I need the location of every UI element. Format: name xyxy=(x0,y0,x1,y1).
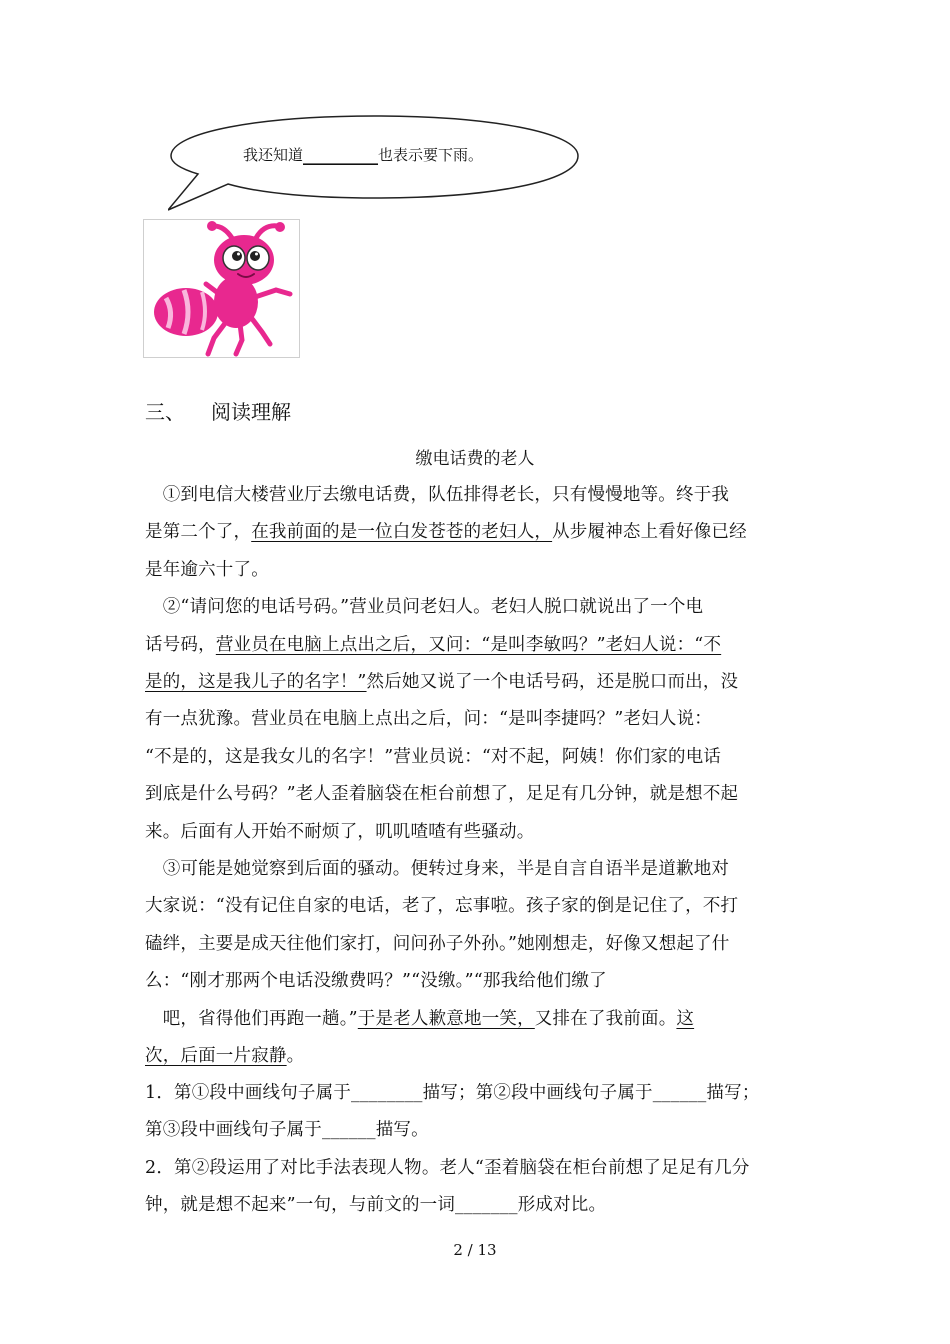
text-segment: 从步履神态上看好像已经 xyxy=(552,522,747,543)
article-line xyxy=(145,631,721,656)
article-line xyxy=(145,930,730,955)
question-line xyxy=(145,1154,750,1179)
bubble-text xyxy=(243,144,483,165)
text-segment: 有一点犹豫。营业员在电脑上点出之后，问：“是叫李捷吗？”老妇人说： xyxy=(145,709,712,730)
article-line xyxy=(145,892,738,917)
text-segment: 到底是什么号码？”老人歪着脑袋在柜台前想了，足足有几分钟，就是想不起 xyxy=(145,784,739,805)
underlined-sentence: 于是老人歉意地一笑， xyxy=(357,1008,535,1029)
text-segment: 是年逾六十了。 xyxy=(145,559,269,580)
article-line xyxy=(145,705,712,730)
text-segment: 第③段中画线句子属于______描写。 xyxy=(145,1120,429,1141)
article-line xyxy=(145,668,738,693)
bubble-blank: __________ xyxy=(303,146,379,164)
text-segment: 大家说：“没有记住自家的电话，老了，忘事啦。孩子家的倒是记住了，不打 xyxy=(145,896,739,917)
question-line xyxy=(145,1079,760,1104)
section-number: 三、 xyxy=(145,400,185,424)
text-segment: ②“请问您的电话号码。”营业员问老妇人。老妇人脱口就说出了一个电 xyxy=(145,597,704,618)
text-segment: 。 xyxy=(286,1046,305,1066)
article-line xyxy=(145,855,729,880)
article-line xyxy=(145,481,729,506)
text-segment: ①到电信大楼营业厅去缴电话费，队伍排得老长，只有慢慢地等。终于我 xyxy=(145,485,730,505)
text-segment: 是第二个了， xyxy=(145,522,252,543)
text-segment: 吧，省得他们再跑一趟。” xyxy=(145,1008,358,1029)
question-line xyxy=(145,1116,429,1141)
text-segment: 么：“刚才那两个电话没缴费吗？”“没缴。”“那我给他们缴了 xyxy=(145,971,607,992)
article-line xyxy=(145,593,703,618)
question-line xyxy=(145,1191,606,1216)
bubble-prefix: 我还知道 xyxy=(243,146,304,164)
article-line xyxy=(145,556,269,581)
text-segment: 话号码， xyxy=(145,634,216,655)
text-segment: 然后她又说了一个电话号码，还是脱口而出，没 xyxy=(366,672,739,692)
underlined-sentence: 这 xyxy=(676,1008,695,1029)
article-title: 缴电话费的老人 xyxy=(415,449,535,469)
article-line xyxy=(145,1042,304,1067)
section-heading xyxy=(145,396,291,425)
text-segment: ③可能是她觉察到后面的骚动。便转过身来，半是自言自语半是道歉地对 xyxy=(145,859,730,879)
ant-icon xyxy=(144,220,300,358)
text-segment: 又排在了我前面。 xyxy=(534,1008,677,1029)
underlined-sentence: 在我前面的是一位白发苍苍的老妇人， xyxy=(251,522,553,543)
article-line xyxy=(145,1005,694,1030)
article-line xyxy=(145,967,607,992)
article-line xyxy=(145,743,721,768)
text-segment: 来。后面有人开始不耐烦了，叽叽喳喳有些骚动。 xyxy=(145,821,535,842)
speech-bubble xyxy=(168,112,580,212)
text-segment: 钟，就是想不起来”一句，与前文的一词_______形成对比。 xyxy=(145,1195,607,1216)
bubble-suffix: 也表示要下雨。 xyxy=(378,146,484,164)
section-title: 阅读理解 xyxy=(211,400,291,424)
article-line xyxy=(145,518,747,543)
article-line xyxy=(145,818,534,843)
underlined-sentence: 营业员在电脑上点出之后，又问：“是叫李敏吗？”老妇人说：“不 xyxy=(215,634,722,655)
underlined-sentence: 是的，这是我儿子的名字！” xyxy=(145,672,367,692)
text-segment: 2．第②段运用了对比手法表现人物。老人“歪着脑袋在柜台前想了足足有几分 xyxy=(145,1157,750,1178)
underlined-sentence: 次，后面一片寂静 xyxy=(145,1046,287,1066)
text-segment: “不是的，这是我女儿的名字！”营业员说：“对不起，阿姨！你们家的电话 xyxy=(145,746,722,767)
text-segment: 1．第①段中画线句子属于________描写；第②段中画线句子属于______描写； xyxy=(145,1083,760,1103)
page-number: 2 / 13 xyxy=(453,1241,497,1259)
ant-illustration xyxy=(143,219,300,358)
text-segment: 磕绊，主要是成天往他们家打，问问孙子外孙。”她刚想走，好像又想起了什 xyxy=(145,933,730,954)
article-line xyxy=(145,780,738,805)
